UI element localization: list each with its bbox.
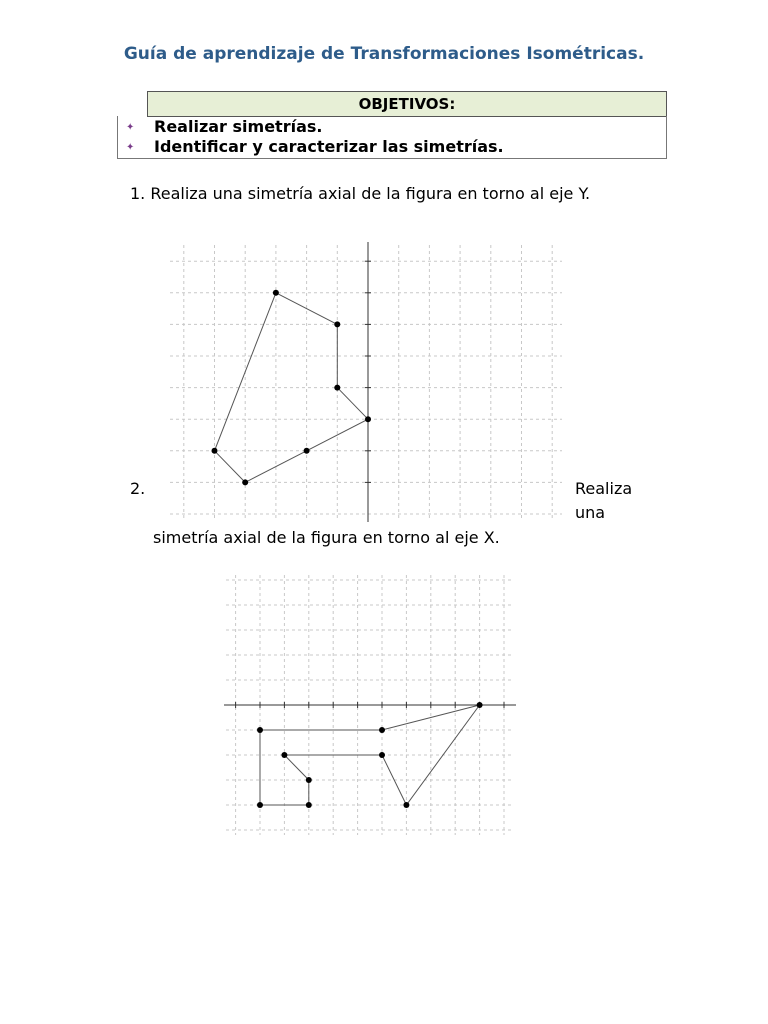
question-2-word-1: Realiza	[575, 479, 633, 498]
vertex-point	[477, 702, 483, 708]
objective-text: Identificar y caracterizar las simetrías.	[154, 137, 504, 156]
objectives-header: OBJETIVOS:	[147, 91, 667, 117]
arrow-bullet-icon: ✦	[126, 142, 135, 153]
figure-2-grid	[220, 570, 520, 840]
objective-text: Realizar simetrías.	[154, 117, 323, 136]
objective-item	[126, 117, 322, 136]
objective-item	[126, 137, 504, 156]
question-2-word-2: una	[575, 503, 606, 522]
vertex-point	[334, 385, 340, 391]
vertex-point	[242, 479, 248, 485]
vertex-point	[273, 290, 279, 296]
vertex-point	[403, 802, 409, 808]
figure-1-grid	[160, 240, 570, 525]
figure-2-shape	[260, 705, 480, 805]
objectives-list	[117, 116, 667, 159]
vertex-point	[334, 321, 340, 327]
vertex-point	[212, 448, 218, 454]
question-1-text: Realiza una simetría axial de la figura en torno al eje Y.	[150, 184, 591, 203]
vertex-point	[281, 752, 287, 758]
page-title: Guía de aprendizaje de Transformaciones Isométricas.	[123, 44, 645, 64]
question-1	[130, 184, 590, 203]
arrow-bullet-icon: ✦	[126, 122, 135, 133]
question-2-text: simetría axial de la figura en torno al eje X.	[153, 528, 500, 547]
vertex-point	[306, 802, 312, 808]
vertex-point	[306, 777, 312, 783]
vertex-point	[379, 727, 385, 733]
vertex-point	[257, 802, 263, 808]
vertex-point	[365, 416, 371, 422]
question-2-number: 2.	[130, 479, 146, 498]
vertex-point	[257, 727, 263, 733]
vertex-point	[379, 752, 385, 758]
question-1-number: 1.	[130, 184, 146, 203]
vertex-point	[304, 448, 310, 454]
